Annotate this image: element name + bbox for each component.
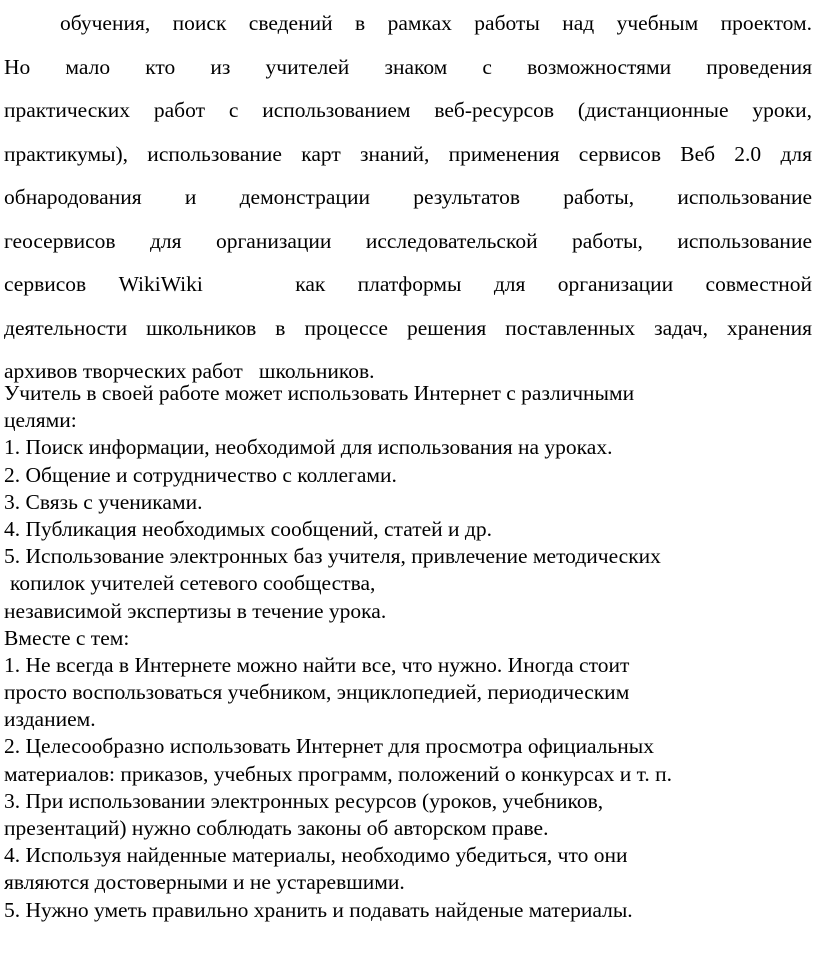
note-line: просто воспользоваться учебником, энциклопедией, периодическим <box>4 680 630 705</box>
goal-item: 4. Публикация необходимых сообщений, статей и др. <box>4 516 492 541</box>
note-line: являются достоверными и не устаревшими. <box>4 870 405 895</box>
note-line: материалов: приказов, учебных программ, положений о конкурсах и т. п. <box>4 761 673 786</box>
paragraph-line: геосервисов для организации исследовательской работы, использование <box>4 228 812 253</box>
paragraph-line-wiki-part1: сервисов WikiWiki <box>4 272 203 296</box>
paragraph-line-wiki <box>4 263 812 307</box>
paragraph-line: обнародования и демонстрации результатов работы, использование <box>4 185 812 209</box>
note-line: 1. Не всегда в Интернете можно найти все, что нужно. Иногда стоит <box>4 652 630 677</box>
goal-item: 2. Общение и сотрудничество с коллегами. <box>4 462 397 487</box>
paragraph-line: практикумы), использование карт знаний, применения сервисов Веб 2.0 для <box>4 141 812 166</box>
goal-item: 5. Использование электронных баз учителя, привлечение методических <box>4 544 661 569</box>
body-block <box>4 380 812 924</box>
paragraph-line: деятельности школьников в процессе решения поставленных задач, хранения <box>4 315 812 340</box>
note-line: 3. При использовании электронных ресурсов (уроков, учебников, <box>4 788 604 813</box>
note-line: 5. Нужно уметь правильно хранить и подавать найденые материалы. <box>4 897 633 922</box>
note-line: презентаций) нужно соблюдать законы об авторском праве. <box>4 816 549 840</box>
intro-line: Учитель в своей работе может использовать Интернет с различными <box>4 381 635 405</box>
paragraph-line: практических работ с использованием веб-ресурсов (дистанционные уроки, <box>4 98 812 122</box>
intro-line: целями: <box>4 408 77 433</box>
paragraph-line-wiki-part2: как платформы для организации совместной <box>295 272 812 296</box>
note-line: 4. Используя найденные материалы, необходимо убедиться, что они <box>4 843 628 868</box>
paragraph-line: обучения, поиск сведений в рамках работы над учебным проектом. <box>60 11 812 35</box>
paragraph-top <box>4 2 812 394</box>
paragraph-line: Но мало кто из учителей знаком с возможностями проведения <box>4 54 812 79</box>
goal-item: 3. Связь с учениками. <box>4 489 203 514</box>
paragraph-line-last: архивов творческих работ школьников. <box>4 359 375 383</box>
section-heading: Вместе с тем: <box>4 625 130 650</box>
goal-item-continuation: независимой экспертизы в течение урока. <box>4 598 387 623</box>
goal-item: 1. Поиск информации, необходимой для использования на уроках. <box>4 435 613 460</box>
note-line: 2. Целесообразно использовать Интернет для просмотра официальных <box>4 734 654 759</box>
goal-item-continuation: копилок учителей сетевого сообщества, <box>10 571 376 596</box>
note-line: изданием. <box>4 707 96 732</box>
